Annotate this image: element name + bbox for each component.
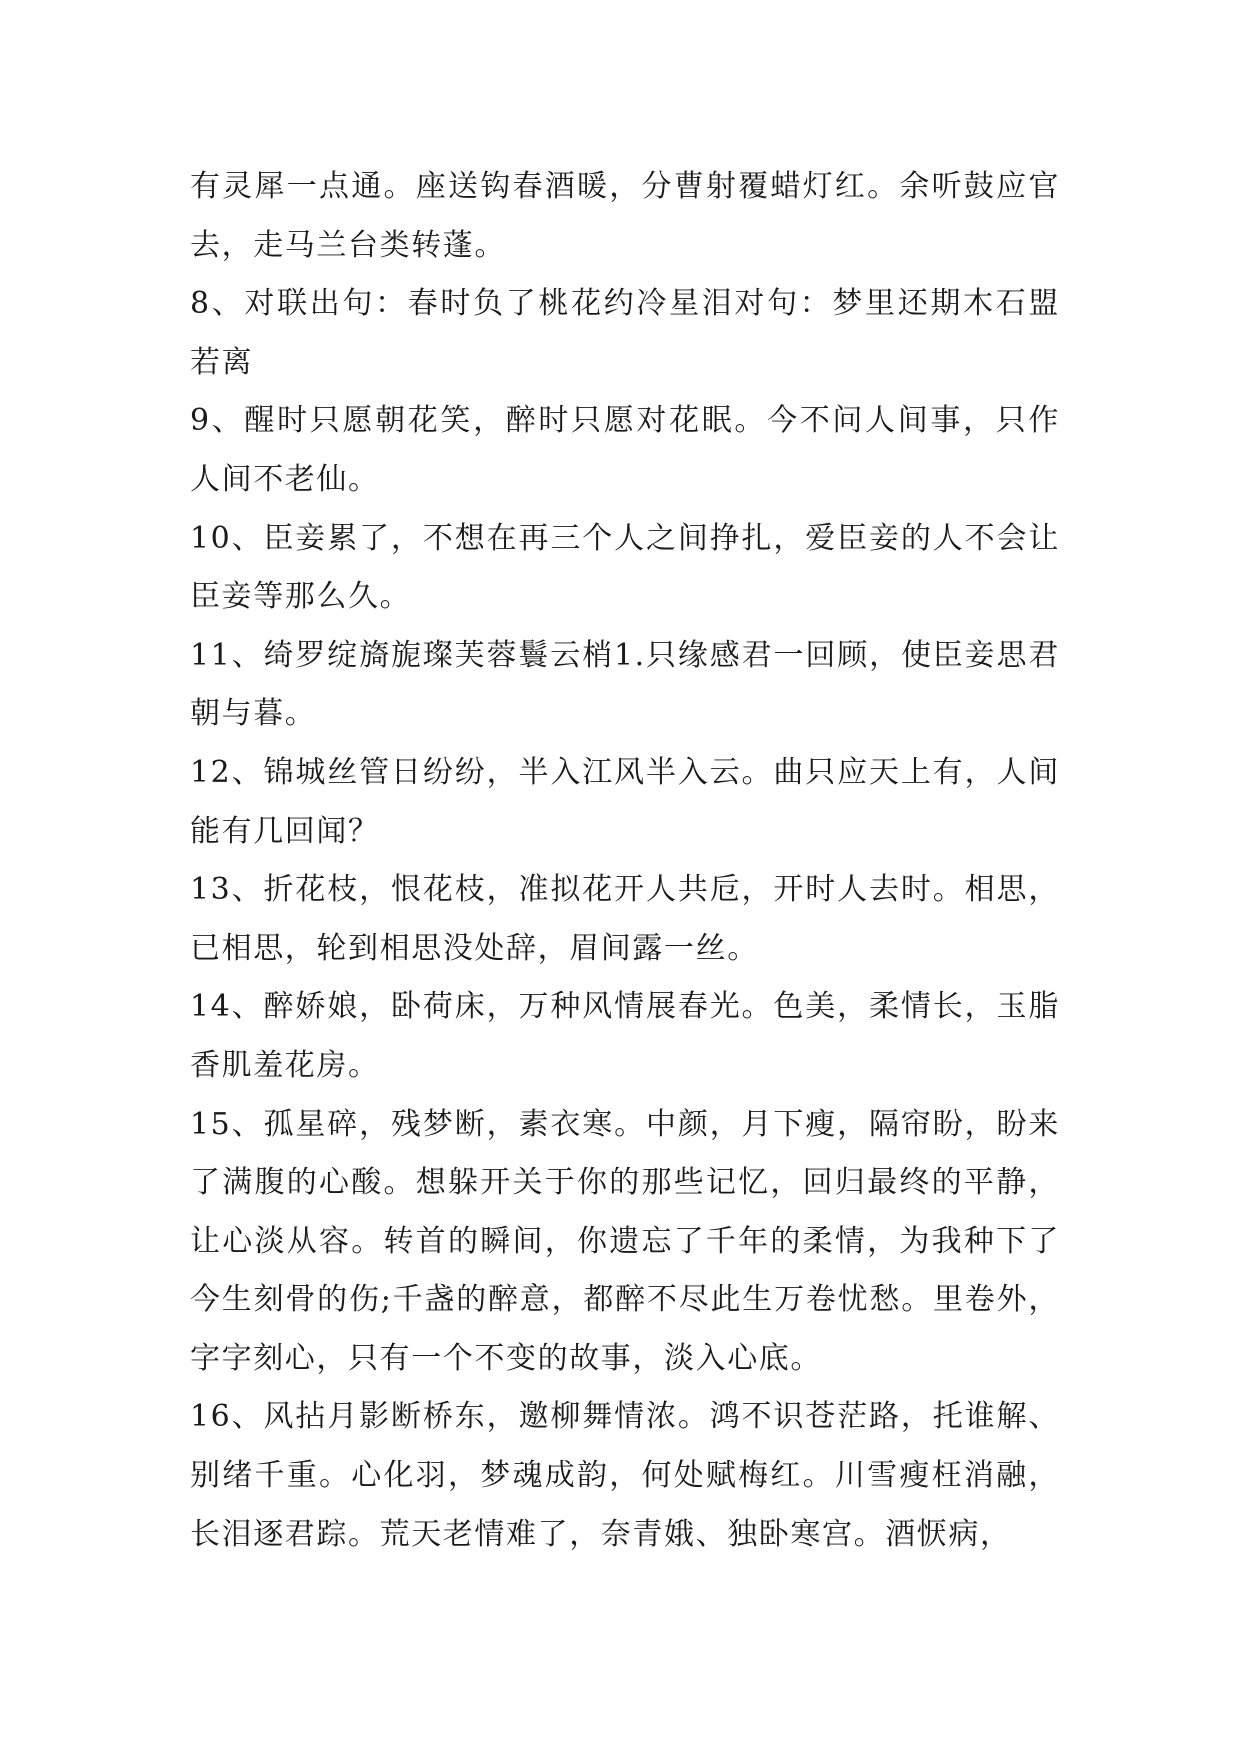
paragraph-item-8: 8、对联出句：春时负了桃花约冷星泪对句：梦里还期木石盟若离 xyxy=(190,286,1060,380)
paragraph-item-15: 15、孤星碎，残梦断，素衣寒。中颜，月下瘦，隔帘盼，盼来了满腹的心酸。想躲开关于你的那些记忆，回归最终的平静，让心淡从容。转首的瞬间，你遗忘了千年的柔情，为我种下了今生刻骨的伤;千盏的醉意，都醉不尽此生万卷忧愁。里卷外，字字刻心，只有一个不变的故事，淡入心底。 xyxy=(190,1106,1060,1376)
paragraph-item-13: 13、折花枝，恨花枝，准拟花开人共卮，开时人去时。相思，已相思，轮到相思没处辞，眉间露一丝。 xyxy=(190,872,1060,966)
paragraph-continuation: 有灵犀一点通。座送钩春酒暖，分曹射覆蜡灯红。余听鼓应官去，走马兰台类转蓬。 xyxy=(190,169,1060,263)
document-body xyxy=(190,158,1060,1564)
paragraph-item-12: 12、锦城丝管日纷纷，半入江风半入云。曲只应天上有，人间能有几回闻？ xyxy=(190,754,1060,849)
paragraph-item-10: 10、臣妾累了，不想在再三个人之间挣扎，爱臣妾的人不会让臣妾等那么久。 xyxy=(190,520,1060,615)
paragraph-item-16: 16、风拈月影断桥东，邀柳舞情浓。鸿不识苍茫路，托谁解、别绪千重。心化羽，梦魂成韵，何处赋梅红。川雪瘦枉消融，长泪逐君踪。荒天老情难了，奈青娥、独卧寒宫。酒恹病， xyxy=(190,1399,1060,1552)
paragraph-item-9: 9、醒时只愿朝花笑，醉时只愿对花眠。今不问人间事，只作人间不老仙。 xyxy=(190,403,1060,497)
paragraph-item-14: 14、醉娇娘，卧荷床，万种风情展春光。色美，柔情长，玉脂香肌羞花房。 xyxy=(190,989,1060,1083)
paragraph-item-11: 11、绮罗绽旖旎璨芙蓉鬟云梢1.只缘感君一回顾，使臣妾思君朝与暮。 xyxy=(190,637,1060,732)
